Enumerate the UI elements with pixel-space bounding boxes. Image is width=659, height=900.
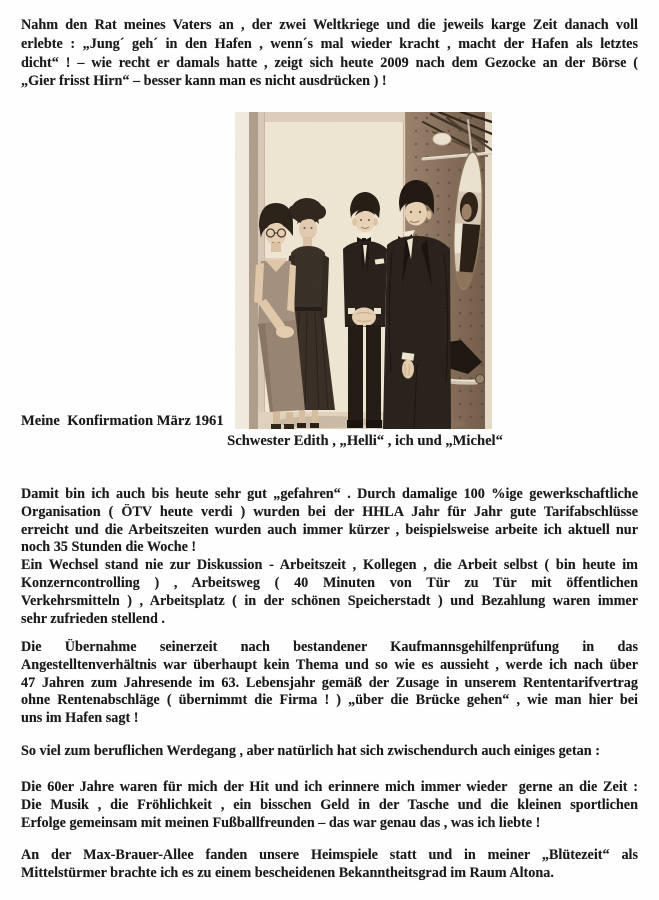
text-line: So viel zum beruflichen Werdegang , aber natürlich hat sich zwischendurch auch einiges getan : bbox=[21, 743, 600, 759]
text-line: dicht“ ! – wie recht er damals hatte , zeigt sich heute 2009 nach dem Gezocke an der Börse ( bbox=[21, 54, 638, 71]
paragraph-intro bbox=[21, 16, 638, 91]
confirmation-photo bbox=[235, 112, 492, 429]
paragraph-football bbox=[21, 847, 638, 883]
photo-grain bbox=[235, 112, 492, 429]
photo-illustration bbox=[235, 112, 492, 429]
text-line: erlebte : „Jung´ geh´ in den Hafen , wenn´s mal wieder kracht , macht der Hafen als letztes bbox=[21, 35, 638, 52]
text-line: An der Max-Brauer-Allee fanden unsere Heimspiele statt und in meiner „Blütezeit“ als bbox=[21, 847, 638, 863]
text-line: Angestelltenverhältnis war überhaupt kein Thema und so wie es aussieht , werde ich nach über bbox=[21, 656, 638, 673]
text-line: Ein Wechsel stand nie zur Diskussion - Arbeitszeit , Kollegen , die Arbeit selbst ( bin heute im bbox=[21, 557, 638, 574]
paragraph-career bbox=[21, 486, 638, 628]
paragraph-transition bbox=[21, 743, 638, 761]
text-line: uns im Hafen sagt ! bbox=[21, 710, 139, 727]
text-line: Konzerncontrolling ) , Arbeitsweg ( 40 Minuten von Tür zu Tür mit öffentlichen bbox=[21, 574, 638, 591]
text-line: 47 Jahren zum Jahresende im 63. Lebensjahr gemäß der Zusage in unserem Rententarifvertrag bbox=[21, 674, 638, 691]
text-line: ohne Rentenabschläge ( übernimmt die Firma ! ) „über die Brücke gehen“ , wie man hier bei bbox=[21, 692, 638, 709]
text-line: Die Übernahme seinerzeit nach bestandener Kaufmannsgehilfenprüfung in das bbox=[21, 639, 638, 655]
paragraph-sixties bbox=[21, 779, 638, 832]
text-line: „Gier frisst Hirn“ – besser kann man es nicht ausdrücken ) ! bbox=[21, 73, 387, 90]
text-line: Organisation ( ÖTV heute verdi ) wurden bei der HHLA Jahr für Jahr gute Tarifabschlüsse bbox=[21, 503, 638, 520]
text-line: erreicht und die Arbeitszeiten wurden auch immer kürzer , beispielsweise arbeite ich aktuell nur bbox=[21, 521, 638, 538]
photo-label: Meine Konfirmation März 1961 bbox=[21, 413, 224, 429]
text-line: Erfolge gemeinsam mit meinen Fußballfreunden – das war genau das , was ich liebte ! bbox=[21, 814, 541, 831]
text-line: Die 60er Jahre waren für mich der Hit und ich erinnere mich immer wieder gerne an die Zeit : bbox=[21, 779, 638, 795]
paragraph-retirement bbox=[21, 639, 638, 728]
text-line: noch 35 Stunden die Woche ! bbox=[21, 539, 197, 556]
photo-caption: Schwester Edith , „Helli“ , ich und „Michel“ bbox=[227, 433, 503, 449]
text-line: Die Musik , die Fröhlichkeit , ein bisschen Geld in der Tasche und die kleinen sportlichen bbox=[21, 796, 638, 813]
text-line: sehr zufrieden stellend . bbox=[21, 610, 165, 627]
text-line: Nahm den Rat meines Vaters an , der zwei Weltkriege und die jeweils karge Zeit danach voll bbox=[21, 17, 638, 33]
text-line: Verkehrsmitteln ) , Arbeitsplatz ( in der schönen Speicherstadt ) und Bezahlung waren immer bbox=[21, 592, 638, 609]
text-line: Mittelstürmer brachte ich es zu einem bescheidenen Bekanntheitsgrad im Raum Altona. bbox=[21, 864, 554, 881]
text-line: Damit bin ich auch bis heute sehr gut „gefahren“ . Durch damalige 100 %ige gewerkschaftliche bbox=[21, 486, 638, 502]
